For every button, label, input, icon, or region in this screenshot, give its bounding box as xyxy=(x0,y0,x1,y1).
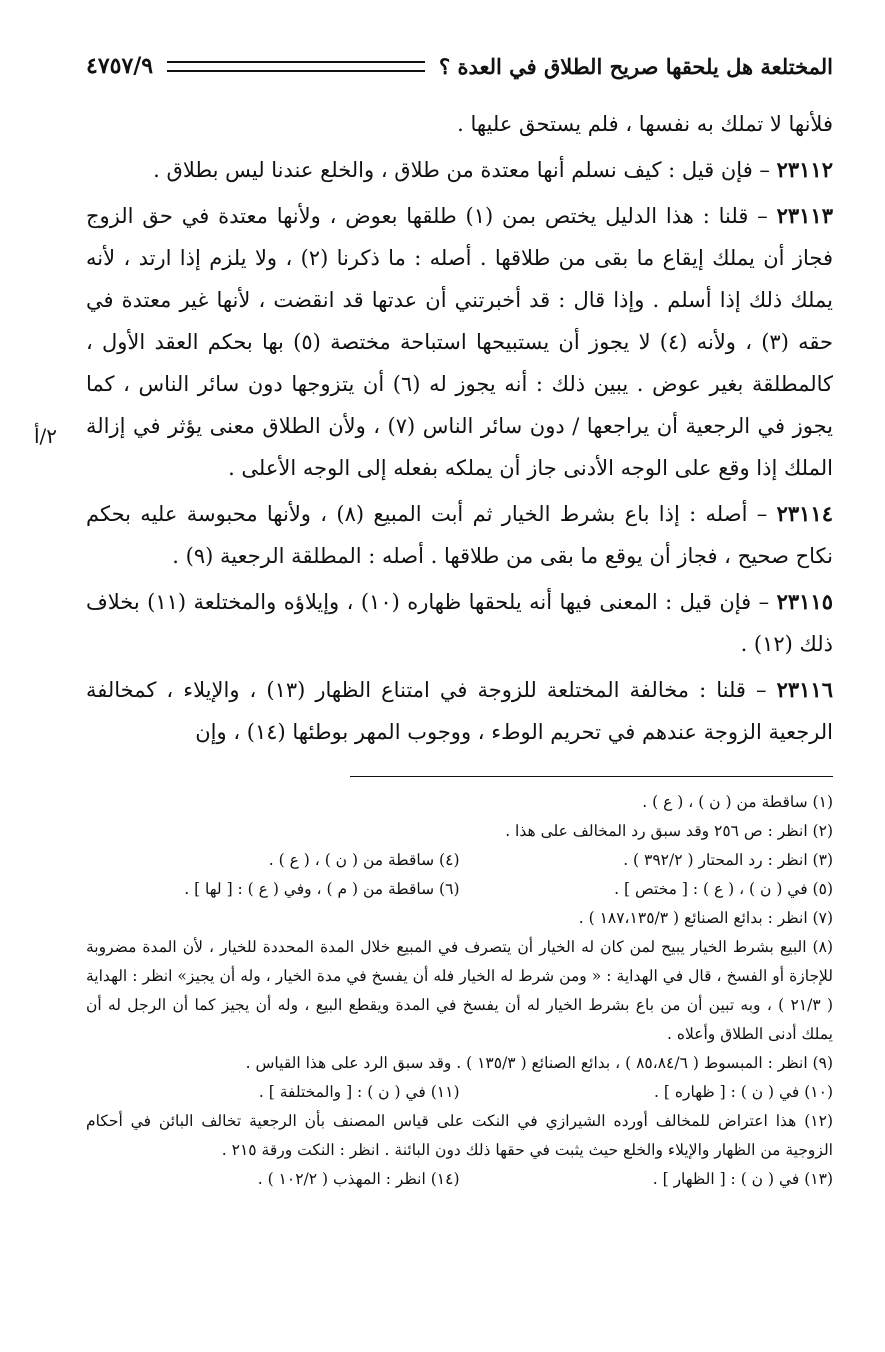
page-number: ٤٧٥٧/٩ xyxy=(86,53,154,79)
footnote: (٤) ساقطة من ( ن ) ، ( ع ) . xyxy=(268,851,460,869)
paragraph-number: ٢٣١١٣ xyxy=(776,203,833,228)
footnote-row xyxy=(86,1078,833,1107)
footnote-row xyxy=(86,1165,833,1194)
paragraph xyxy=(86,581,833,665)
footnote: (٧) انظر : بدائع الصنائع ( ١٨٧،١٣٥/٣ ) . xyxy=(578,909,833,927)
paragraph xyxy=(86,669,833,753)
footnote: (٢) انظر : ص ٢٥٦ وقد سبق رد المخالف على هذا . xyxy=(505,822,833,840)
paragraph-text: – قلنا : هذا الدليل يختص بمن (١) طلقها بعوض ، ولأنها معتدة في حق الزوج فجاز أن يملك إيقاع ما بقى من طلاقها . أصله : ما ذكرنا (٢) ، ولا يلزم إذا ارتد ، لأنه يملك ذلك إذا أسلم . وإذا قال : قد أخبرتني أن عدتها قد انقضت ، لأنها غير معتدة في حقه (٣) ، ولأنه (٤) لا يجوز أن يستبيحها استباحة مختصة (٥) بها بحكم العقد الأول ، كالمطلقة بغير عوض . يبين ذلك : أنه يجوز له (٦) أن يتزوجها دون سائر الناس ، كما يجوز في الرجعية أن يراجعها / دون سائر الناس (٧) ، ولأن الطلاق معنى يؤثر في إزالة الملك إذا وقع على الوجه الأدنى جاز أن يملكه بفعله إلى الوجه الأعلى . xyxy=(86,204,834,480)
paragraph-text: – فإن قيل : المعنى فيها أنه يلحقها ظهاره (١٠) ، وإيلاؤه والمختلعة (١١) بخلاف ذلك (١٢) . xyxy=(86,590,833,656)
paragraph-number: ٢٣١١٥ xyxy=(776,589,833,614)
footnote: (٥) في ( ن ) ، ( ع ) : [ مختص ] . xyxy=(614,880,833,898)
header-double-rule xyxy=(167,61,425,72)
footnote: (١٢) هذا اعتراض للمخالف أورده الشيرازي في النكت على قياس المصنف بأن الرجعية تخالف البائن في أحكام الزوجية من الظهار والإيلاء والخلع حيث يثبت في حقها ذلك دون البائنة . انظر : النكت ورقة ٢١٥ . xyxy=(86,1112,833,1159)
footnote-row xyxy=(86,875,833,904)
footnote: (١٣) في ( ن ) : [ الظهار ] . xyxy=(652,1170,833,1188)
paragraph-text: – فإن قيل : كيف نسلم أنها معتدة من طلاق ، والخلع عندنا ليس بطلاق . xyxy=(153,158,777,182)
paragraph-number: ٢٣١١٦ xyxy=(776,677,833,702)
main-text xyxy=(86,103,833,757)
footnote: (٦) ساقطة من ( م ) ، وفي ( ع ) : [ لها ] . xyxy=(184,880,460,898)
footnote: (١) ساقطة من ( ن ) ، ( ع ) . xyxy=(642,793,833,811)
paragraph xyxy=(86,149,833,191)
footnote-row xyxy=(86,846,833,875)
footnotes xyxy=(86,788,833,1194)
paragraph-text: فلأنها لا تملك به نفسها ، فلم يستحق عليها . xyxy=(457,112,833,136)
footnote-separator xyxy=(350,776,833,777)
footnote: (١١) في ( ن ) : [ والمختلفة ] . xyxy=(258,1083,460,1101)
paragraph xyxy=(86,493,833,577)
footnote: (١٤) انظر : المهذب ( ١٠٢/٢ ) . xyxy=(257,1170,460,1188)
paragraph-text: – قلنا : مخالفة المختلعة للزوجة في امتناع الظهار (١٣) ، والإيلاء ، كمخالفة الرجعية الزوجة عندهم في تحريم الوطء ، ووجوب المهر بوطئها (١٤) ، وإن xyxy=(86,678,833,744)
paragraph-number: ٢٣١١٢ xyxy=(776,157,833,182)
footnote: (١٠) في ( ن ) : [ ظهاره ] . xyxy=(654,1083,833,1101)
paragraph xyxy=(86,195,833,489)
footnote: (٨) البيع بشرط الخيار يبيح لمن كان له الخيار أن يتصرف في المبيع خلال المدة المحددة للخيار ، لأن المدة مضروبة للإجازة أو الفسخ ، قال في الهداية : « ومن شرط له الخيار فله أن يفسخ في مدة الخيار ، وله أن يجيز» انظر : الهداية ( ٢١/٣ ) ، وبه تبين أن من باع بشرط الخيار له أن يفسخ في المدة ويقطع البيع ، وله أن يجيز كما أن الرجل له أن يملك أدنى الطلاق وأعلاه . xyxy=(86,938,833,1043)
running-header xyxy=(86,46,833,86)
running-title: المختلعة هل يلحقها صريح الطلاق في العدة ؟ xyxy=(439,53,833,79)
footnote: (٣) انظر : رد المحتار ( ٣٩٢/٢ ) . xyxy=(623,851,833,869)
paragraph xyxy=(86,103,833,145)
paragraph-number: ٢٣١١٤ xyxy=(776,501,833,526)
footnote: (٩) انظر : المبسوط ( ٨٥،٨٤/٦ ) ، بدائع الصنائع ( ١٣٥/٣ ) . وقد سبق الرد على هذا القياس . xyxy=(245,1054,833,1072)
paragraph-text: – أصله : إذا باع بشرط الخيار ثم أبت المبيع (٨) ، ولأنها محبوسة عليه بحكم نكاح صحيح ، فجاز أن يوقع ما بقى من طلاقها . أصله : المطلقة الرجعية (٩) . xyxy=(86,502,833,568)
margin-marker: ٢/أ xyxy=(34,424,58,448)
